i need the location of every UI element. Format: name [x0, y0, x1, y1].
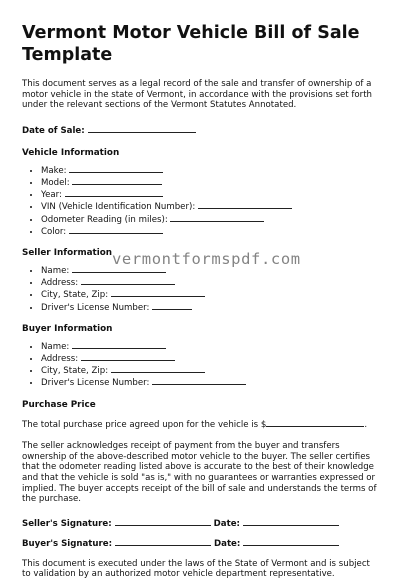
seller-name-label: Name: [41, 266, 70, 276]
seller-signature-label: Seller's Signature: [22, 518, 112, 529]
seller-city-state-zip [41, 288, 378, 300]
vehicle-year-label: Year: [41, 190, 62, 201]
seller-address-blank [81, 276, 175, 285]
seller-license [41, 301, 378, 313]
date-of-sale-label: Date of Sale: [22, 125, 85, 136]
buyer-date-blank [243, 537, 339, 546]
vehicle-vin [41, 200, 378, 212]
vehicle-odometer [41, 213, 378, 225]
date-of-sale-blank [88, 124, 196, 133]
vehicle-odometer-label: Odometer Reading (in miles): [41, 214, 168, 225]
buyer-address [41, 352, 378, 364]
vehicle-make-label: Make: [41, 165, 67, 176]
vehicle-year [41, 188, 378, 200]
seller-date-blank [243, 517, 339, 526]
seller-city-state-zip-label: City, State, Zip: [41, 290, 109, 301]
buyer-address-label: Address: [41, 354, 79, 365]
closing-paragraph: This document is executed under the laws of the State of Vermont and is subject to validation by an authorized motor vehicle department representative. [22, 558, 370, 580]
vehicle-odometer-blank [170, 213, 264, 222]
vehicle-model-label: Model: [41, 177, 70, 188]
vehicle-year-blank [65, 188, 163, 197]
price-section [22, 400, 378, 431]
seller-heading: Seller Information [22, 248, 113, 258]
vehicle-color-blank [69, 225, 163, 234]
price-end: . [364, 419, 368, 430]
buyer-address-blank [81, 352, 175, 361]
seller-list [22, 264, 378, 313]
seller-signature-blank [115, 517, 211, 526]
seller-city-state-zip-blank [111, 288, 205, 297]
buyer-city-state-zip-blank [111, 364, 205, 373]
vehicle-color-label: Color: [41, 226, 67, 237]
vehicle-vin-blank [198, 200, 292, 209]
buyer-date-label: Date: [214, 538, 241, 549]
buyer-signature-row [22, 537, 378, 550]
seller-license-blank [152, 301, 192, 310]
buyer-license [41, 376, 378, 388]
buyer-license-blank [152, 376, 246, 385]
buyer-city-state-zip-label: City, State, Zip: [41, 366, 109, 377]
buyer-section [22, 324, 378, 389]
buyer-name-blank [72, 340, 166, 349]
buyer-city-state-zip [41, 364, 378, 376]
vehicle-model-blank [72, 176, 162, 185]
seller-address-label: Address: [41, 278, 79, 289]
watermark: vermontformspdf.com [112, 250, 301, 268]
buyer-heading: Buyer Information [22, 323, 113, 334]
price-line [22, 418, 378, 431]
document-title: Vermont Motor Vehicle Bill of Sale Template [22, 23, 360, 65]
buyer-signature-blank [115, 537, 211, 546]
vehicle-make-blank [69, 164, 163, 173]
vehicle-color [41, 225, 378, 237]
price-blank [266, 418, 364, 427]
seller-date-label: Date: [213, 518, 240, 529]
intro-paragraph: This document serves as a legal record of the sale and transfer of ownership of a motor vehicle in the state of Vermont, in accordance with the provisions set forth under the relevant sections of the Vermont Statutes Annotated. [22, 79, 373, 111]
buyer-name [41, 340, 378, 352]
buyer-signature-label: Buyer's Signature: [22, 538, 113, 549]
date-of-sale-row [22, 124, 378, 137]
price-heading: Purchase Price [22, 399, 96, 410]
buyer-license-label: Driver's License Number: [41, 378, 150, 389]
seller-license-label: Driver's License Number: [41, 302, 150, 313]
vehicle-section [22, 148, 378, 237]
vehicle-vin-label: VIN (Vehicle Identification Number): [41, 202, 196, 213]
price-text: The total purchase price agreed upon for the vehicle is $ [22, 419, 267, 430]
vehicle-make [41, 164, 378, 176]
seller-address [41, 276, 378, 288]
vehicle-model [41, 176, 378, 188]
vehicle-list [22, 164, 378, 237]
seller-signature-row [22, 517, 378, 530]
acknowledgment-paragraph: The seller acknowledges receipt of payment from the buyer and transfers ownership of the above-described motor vehicle to the buyer. The seller certifies that the odometer reading listed above is accurate to the best of their knowledge and that the vehicle is sold "as is," with no guarantees or warranties expressed or implied. The buyer accepts receipt of the bill of sale and understands the terms of the purchase. [22, 441, 377, 505]
buyer-name-label: Name: [41, 341, 70, 352]
buyer-list [22, 340, 378, 389]
vehicle-heading: Vehicle Information [22, 147, 120, 158]
